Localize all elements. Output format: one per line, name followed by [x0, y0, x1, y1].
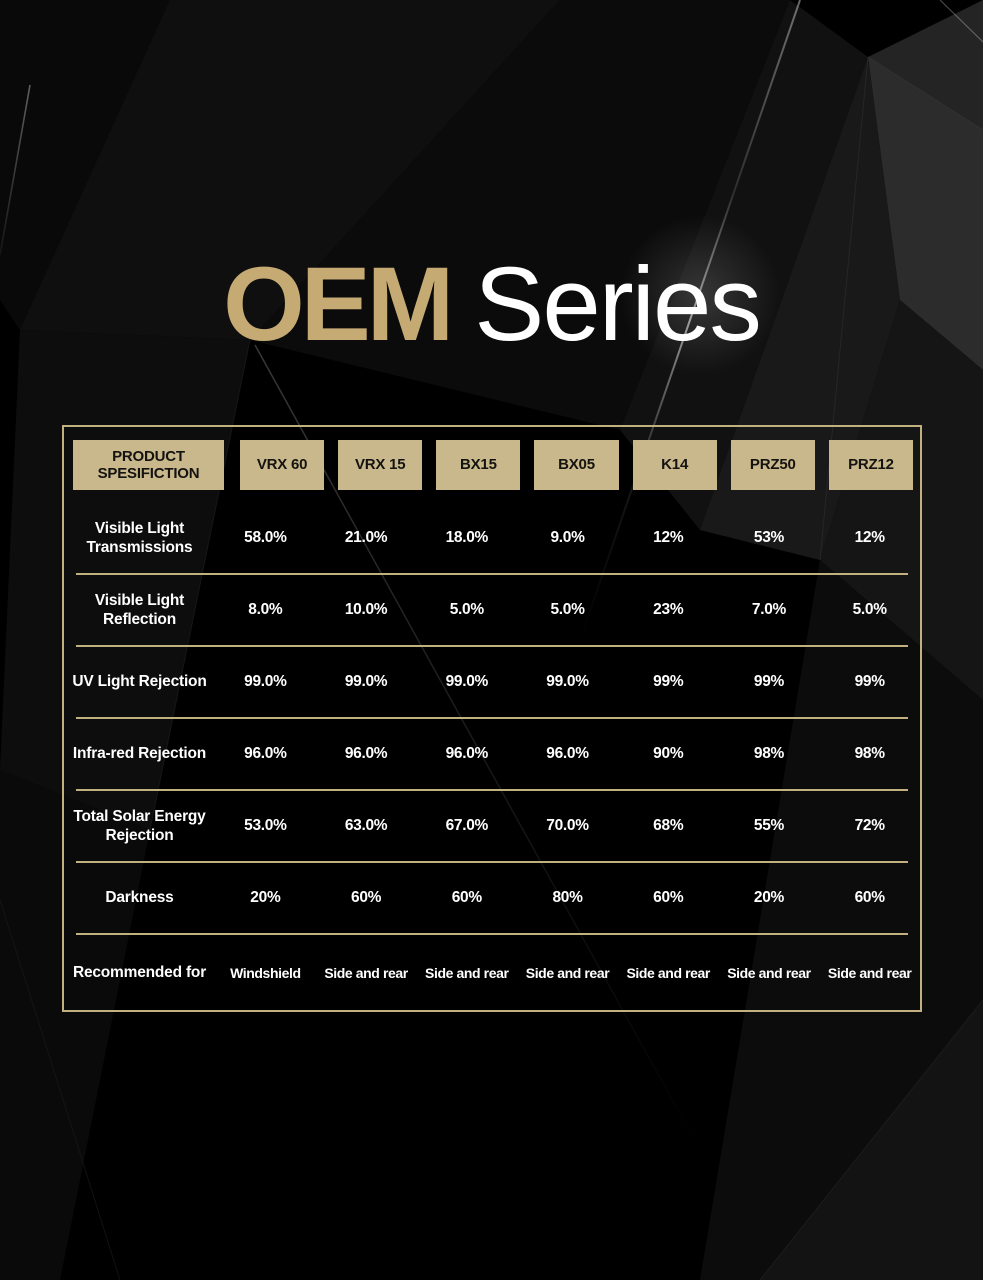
spec-value: 90%: [653, 745, 684, 762]
spec-value: 5.0%: [449, 601, 484, 618]
spec-value: 70.0%: [546, 817, 589, 834]
spec-value: Side and rear: [324, 964, 408, 981]
spec-value: 60%: [653, 889, 684, 906]
spec-row-uv-light-rejection: [64, 647, 920, 717]
spec-value: 99%: [653, 673, 684, 690]
title-rest-series: Series: [474, 246, 760, 364]
spec-value: 99.0%: [445, 673, 489, 690]
spec-value: 98%: [854, 745, 885, 762]
spec-value: 12%: [854, 529, 885, 546]
row-label: Visible Light Reflection: [94, 591, 185, 628]
spec-value: 96.0%: [546, 745, 589, 762]
header-cell-bx15: [429, 440, 527, 490]
header-label: K14: [633, 440, 717, 490]
row-label: Total Solar Energy Rejection: [73, 807, 206, 844]
spec-row-recommended-for: [64, 935, 920, 1010]
header-label: PRODUCT SPESIFICTION: [73, 440, 224, 490]
spec-value: 9.0%: [550, 529, 585, 546]
spec-value: 5.0%: [550, 601, 585, 618]
spec-value: 60%: [451, 889, 482, 906]
header-cell-vrx60: [233, 440, 331, 490]
row-label: Recommended for: [72, 963, 207, 981]
spec-row-visible-light-reflection: [64, 575, 920, 645]
spec-value: 58.0%: [244, 529, 287, 546]
spec-value: 18.0%: [445, 529, 489, 546]
spec-value: 10.0%: [344, 601, 388, 618]
header-cell-prz12: [822, 440, 920, 490]
spec-value: Side and rear: [827, 964, 912, 981]
page-title: [0, 245, 983, 365]
header-row: [64, 427, 920, 503]
header-cell-product-spec: [64, 440, 233, 490]
spec-value: 20%: [250, 889, 281, 906]
header-label: VRX 15: [338, 440, 422, 490]
header-label: VRX 60: [240, 440, 324, 490]
header-cell-bx05: [527, 440, 625, 490]
row-label: UV Light Rejection: [72, 673, 207, 691]
spec-value: 53.0%: [244, 817, 287, 834]
spec-value: Side and rear: [525, 964, 610, 981]
header-label: PRZ12: [829, 440, 913, 490]
spec-value: Windshield: [230, 964, 301, 981]
spec-value: 53%: [753, 529, 785, 546]
header-label: PRZ50: [731, 440, 815, 490]
spec-row-darkness: [64, 863, 920, 933]
header-cell-vrx15: [331, 440, 429, 490]
spec-value: 5.0%: [852, 601, 887, 618]
spec-value: 7.0%: [751, 601, 787, 618]
spec-value: 23%: [653, 601, 684, 618]
spec-value: 63.0%: [344, 817, 388, 834]
spec-value: Side and rear: [626, 964, 710, 981]
spec-row-total-solar-energy-rejection: [64, 791, 920, 861]
spec-value: 99%: [753, 673, 785, 690]
row-label: Infra-red Rejection: [72, 745, 207, 763]
spec-value: 8.0%: [248, 601, 283, 618]
spec-value: 96.0%: [445, 745, 489, 762]
header-label: BX05: [534, 440, 618, 490]
spec-value: 99.0%: [244, 673, 287, 690]
spec-value: 60%: [854, 889, 885, 906]
spec-value: 99%: [854, 673, 885, 690]
spec-value: Side and rear: [727, 964, 811, 981]
spec-value: 99.0%: [546, 673, 589, 690]
spec-value: 72%: [854, 817, 885, 834]
spec-value: 20%: [753, 889, 785, 906]
row-label: Visible Light Transmissions: [86, 519, 193, 556]
spec-value: 12%: [653, 529, 684, 546]
spec-value: 68%: [653, 817, 684, 834]
spec-value: 60%: [351, 889, 382, 906]
spec-row-visible-light-transmissions: [64, 503, 920, 573]
header-label: BX15: [436, 440, 520, 490]
spec-row-infrared-rejection: [64, 719, 920, 789]
spec-value: 21.0%: [344, 529, 388, 546]
spec-value: 99.0%: [344, 673, 388, 690]
header-cell-prz50: [724, 440, 822, 490]
spec-value: 67.0%: [445, 817, 489, 834]
header-cell-k14: [626, 440, 724, 490]
spec-value: 55%: [753, 817, 785, 834]
row-label: Darkness: [105, 889, 174, 907]
spec-value: 96.0%: [344, 745, 388, 762]
spec-value: Side and rear: [425, 964, 509, 981]
title-accent-oem: OEM: [223, 246, 451, 364]
spec-value: 98%: [753, 745, 785, 762]
spec-table: [62, 425, 922, 1012]
spec-value: 80%: [552, 889, 583, 906]
spec-value: 96.0%: [244, 745, 287, 762]
